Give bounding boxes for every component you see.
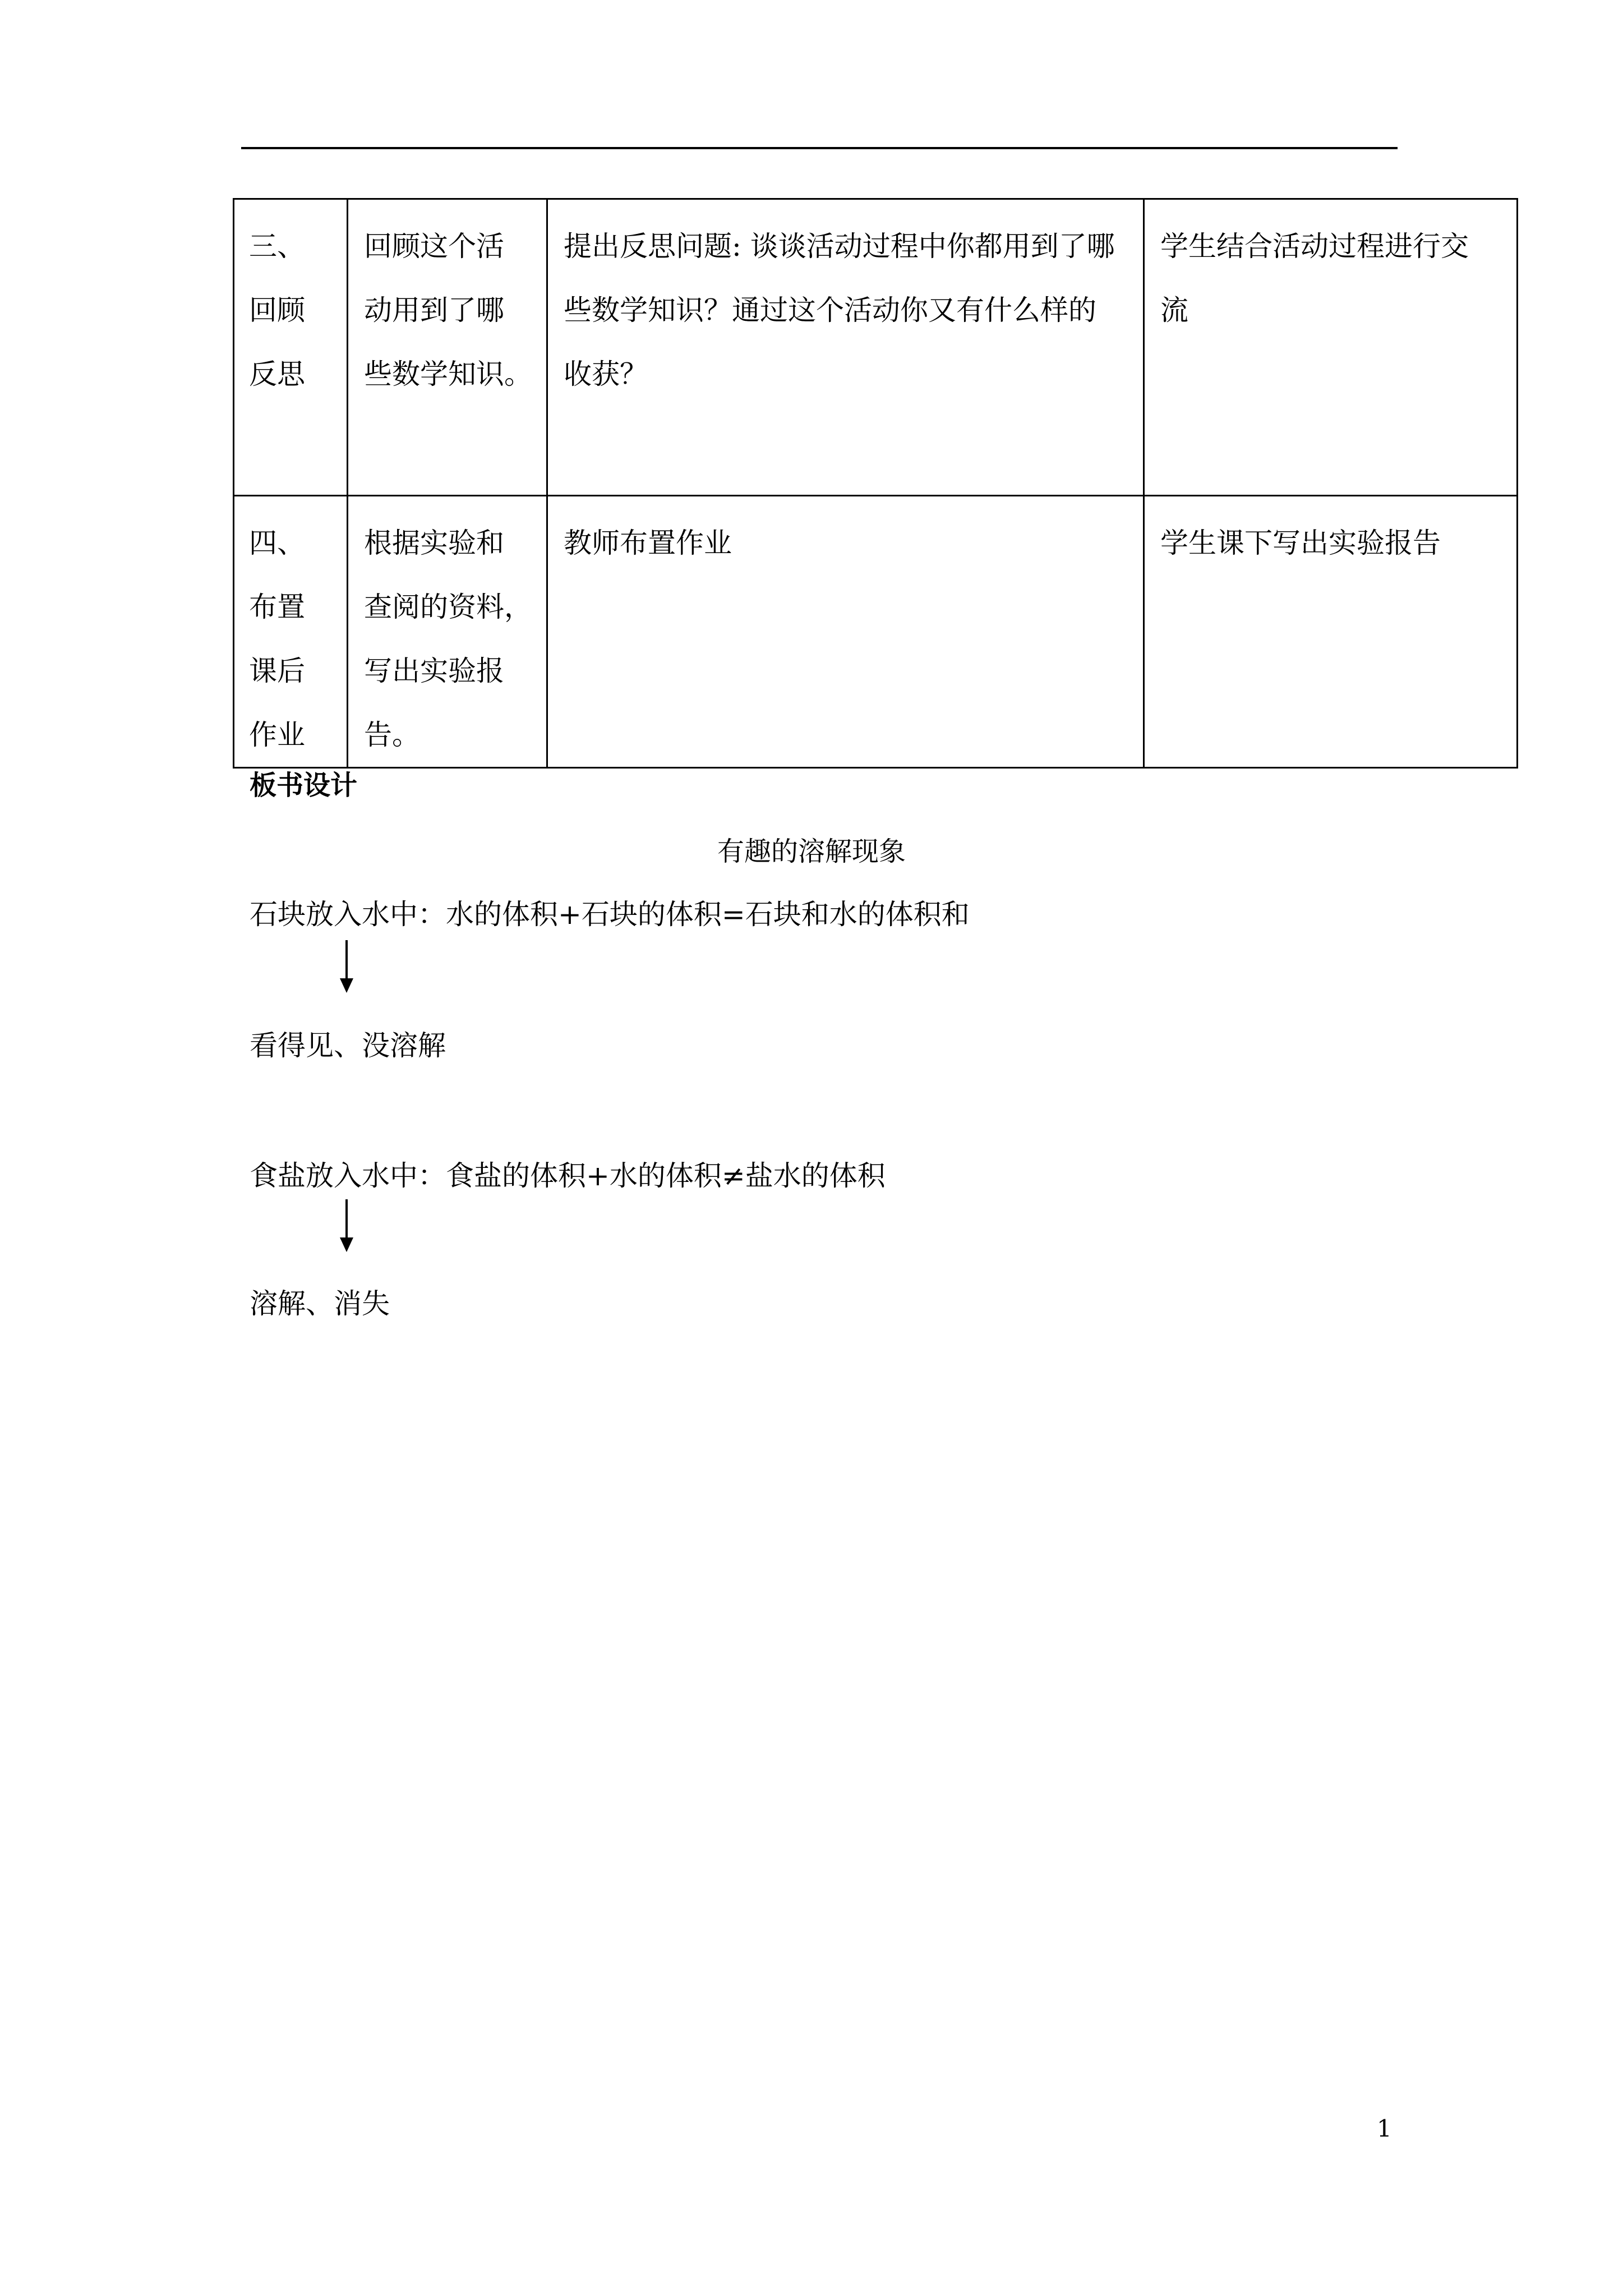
lesson-table	[233, 198, 1518, 769]
content-cell: 根据实验和 查阅的资料， 写出实验报 告。	[348, 496, 547, 768]
down-arrow-icon	[335, 940, 358, 994]
header-rule	[241, 147, 1398, 149]
board-title: 有趣的溶解现象	[717, 836, 906, 867]
content-cell: 回顾这个活 动用到了哪 些数学知识。	[348, 199, 547, 496]
page-number: 1	[1377, 2115, 1392, 2142]
student-activity-cell: 学生结合活动过程进行交 流	[1144, 199, 1518, 496]
stage-cell: 三、 回顾 反思	[234, 199, 348, 496]
table-row	[234, 199, 1518, 496]
teacher-activity-cell: 提出反思问题: 谈谈活动过程中你都用到了哪 些数学知识？通过这个活动你又有什么样的 收获？	[547, 199, 1144, 496]
teacher-activity-cell: 教师布置作业	[547, 496, 1144, 768]
salt-equation: 食盐放入水中：食盐的体积+水的体积≠盐水的体积	[250, 1159, 886, 1192]
stone-result: 看得见、没溶解	[250, 1029, 446, 1062]
stage-cell: 四、 布置 课后 作业	[234, 496, 348, 768]
student-activity-cell: 学生课下写出实验报告	[1144, 496, 1518, 768]
down-arrow-icon	[335, 1199, 358, 1253]
board-design-heading: 板书设计	[250, 770, 358, 801]
salt-result: 溶解、消失	[250, 1287, 390, 1320]
stone-equation: 石块放入水中：水的体积+石块的体积=石块和水的体积和	[250, 898, 970, 931]
table-row	[234, 496, 1518, 768]
